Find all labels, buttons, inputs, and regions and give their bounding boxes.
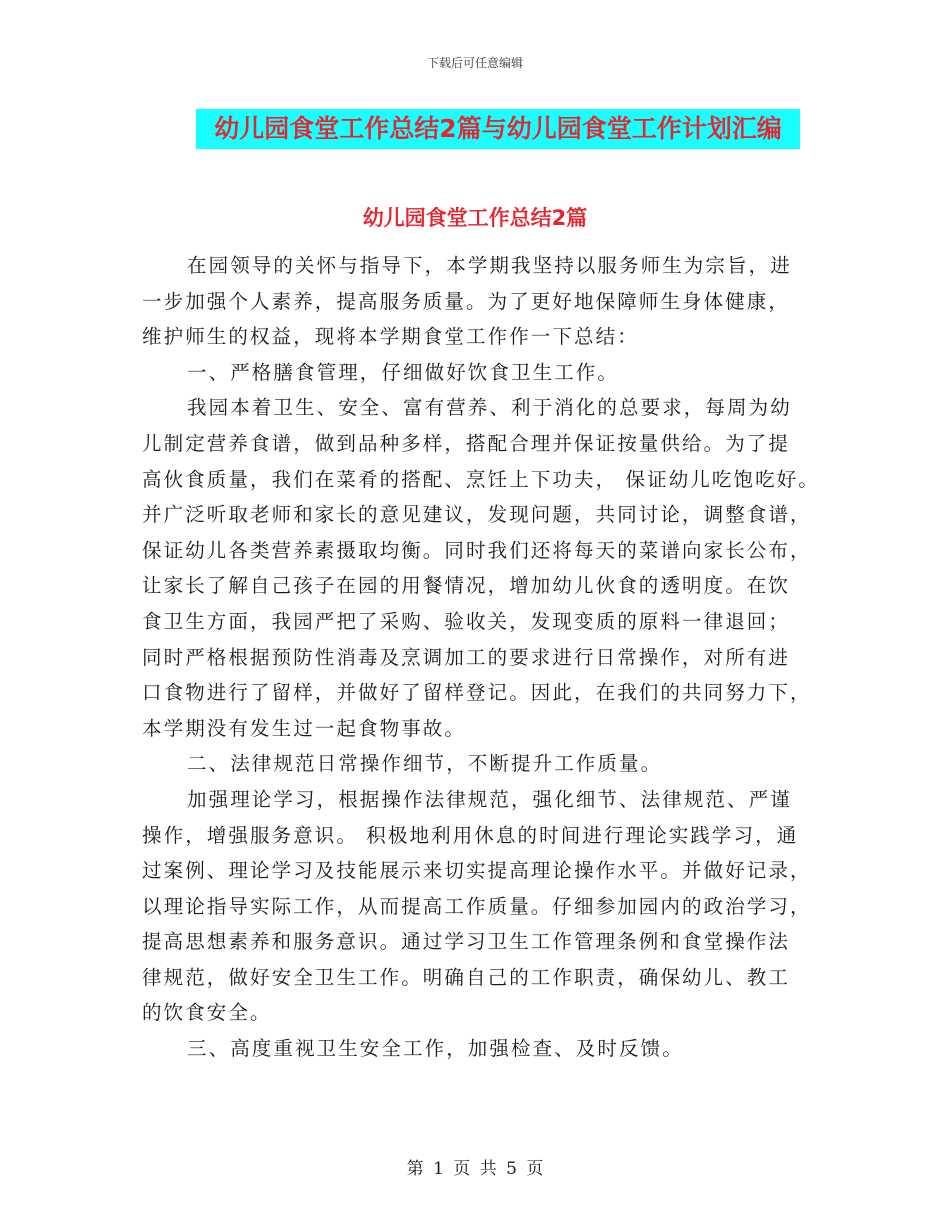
paragraph-line: 让家长了解自己孩子在园的用餐情况，增加幼儿伙食的透明度。在饮 [142,574,791,598]
paragraph-line: 食卫生方面，我园严把了采购、验收关，发现变质的原料一律退回； [142,609,791,633]
paragraph-line: 以理论指导实际工作，从而提高工作质量。仔细参加园内的政治学习， [142,894,812,918]
paragraph-line: 儿制定营养食谱，做到品种多样，搭配合理并保证按量供给。为了提 [142,431,791,455]
paragraph-line: 加强理论学习，根据操作法律规范，强化细节、法律规范、严谨 [187,787,792,811]
paragraph-line: 一步加强个人素养，提高服务质量。为了更好地保障师生身体健康， [142,289,791,313]
paragraph-line: 提高思想素养和服务意识。通过学习卫生工作管理条例和食堂操作法 [142,930,791,954]
document-title: 幼儿园食堂工作总结2篇与幼儿园食堂工作计划汇编 [214,114,782,143]
section-heading-line: 一、严格膳食管理，仔细做好饮食卫生工作。 [187,360,620,384]
paragraph-line: 同时严格根据预防性消毒及烹调加工的要求进行日常操作，对所有进 [142,645,791,669]
body-text [142,248,822,1067]
section-title: 幼儿园食堂工作总结2篇 [362,206,588,230]
page-footer: 第 1 页 共 5 页 [406,1159,544,1179]
paragraph-line: 的饮食安全。 [142,1001,272,1025]
section-heading-line: 三、高度重视卫生安全工作，加强检查、及时反馈。 [187,1037,684,1061]
paragraph-line: 高伙食质量，我们在菜肴的搭配、烹饪上下功夫， 保证幼儿吃饱吃好。 [142,467,820,491]
paragraph-line: 我园本着卫生、安全、富有营养、利于消化的总要求，每周为幼 [187,396,792,420]
paragraph-line: 口食物进行了留样，并做好了留样登记。因此，在我们的共同努力下， [142,681,812,705]
paragraph-line: 本学期没有发生过一起食物事故。 [142,716,467,740]
paragraph-line: 操作，增强服务意识。 积极地利用休息的时间进行理论实践学习，通 [142,823,799,847]
paragraph-line: 在园领导的关怀与指导下，本学期我坚持以服务师生为宗旨，进 [187,254,792,277]
paragraph-line: 保证幼儿各类营养素摄取均衡。同时我们还将每天的菜谱向家长公布， [142,538,812,562]
paragraph-line: 过案例、理论学习及技能展示来切实提高理论操作水平。并做好记录， [142,859,812,883]
paragraph-line: 律规范，做好安全卫生工作。明确自己的工作职责，确保幼儿、教工 [142,965,791,989]
paragraph-line: 并广泛听取老师和家长的意见建议，发现问题，共同讨论，调整食谱， [142,503,812,527]
section-heading-line: 二、法律规范日常操作细节，不断提升工作质量。 [187,752,663,776]
header-note: 下载后可任意编辑 [426,56,523,70]
paragraph-line: 维护师生的权益，现将本学期食堂工作作一下总结： [142,325,639,349]
